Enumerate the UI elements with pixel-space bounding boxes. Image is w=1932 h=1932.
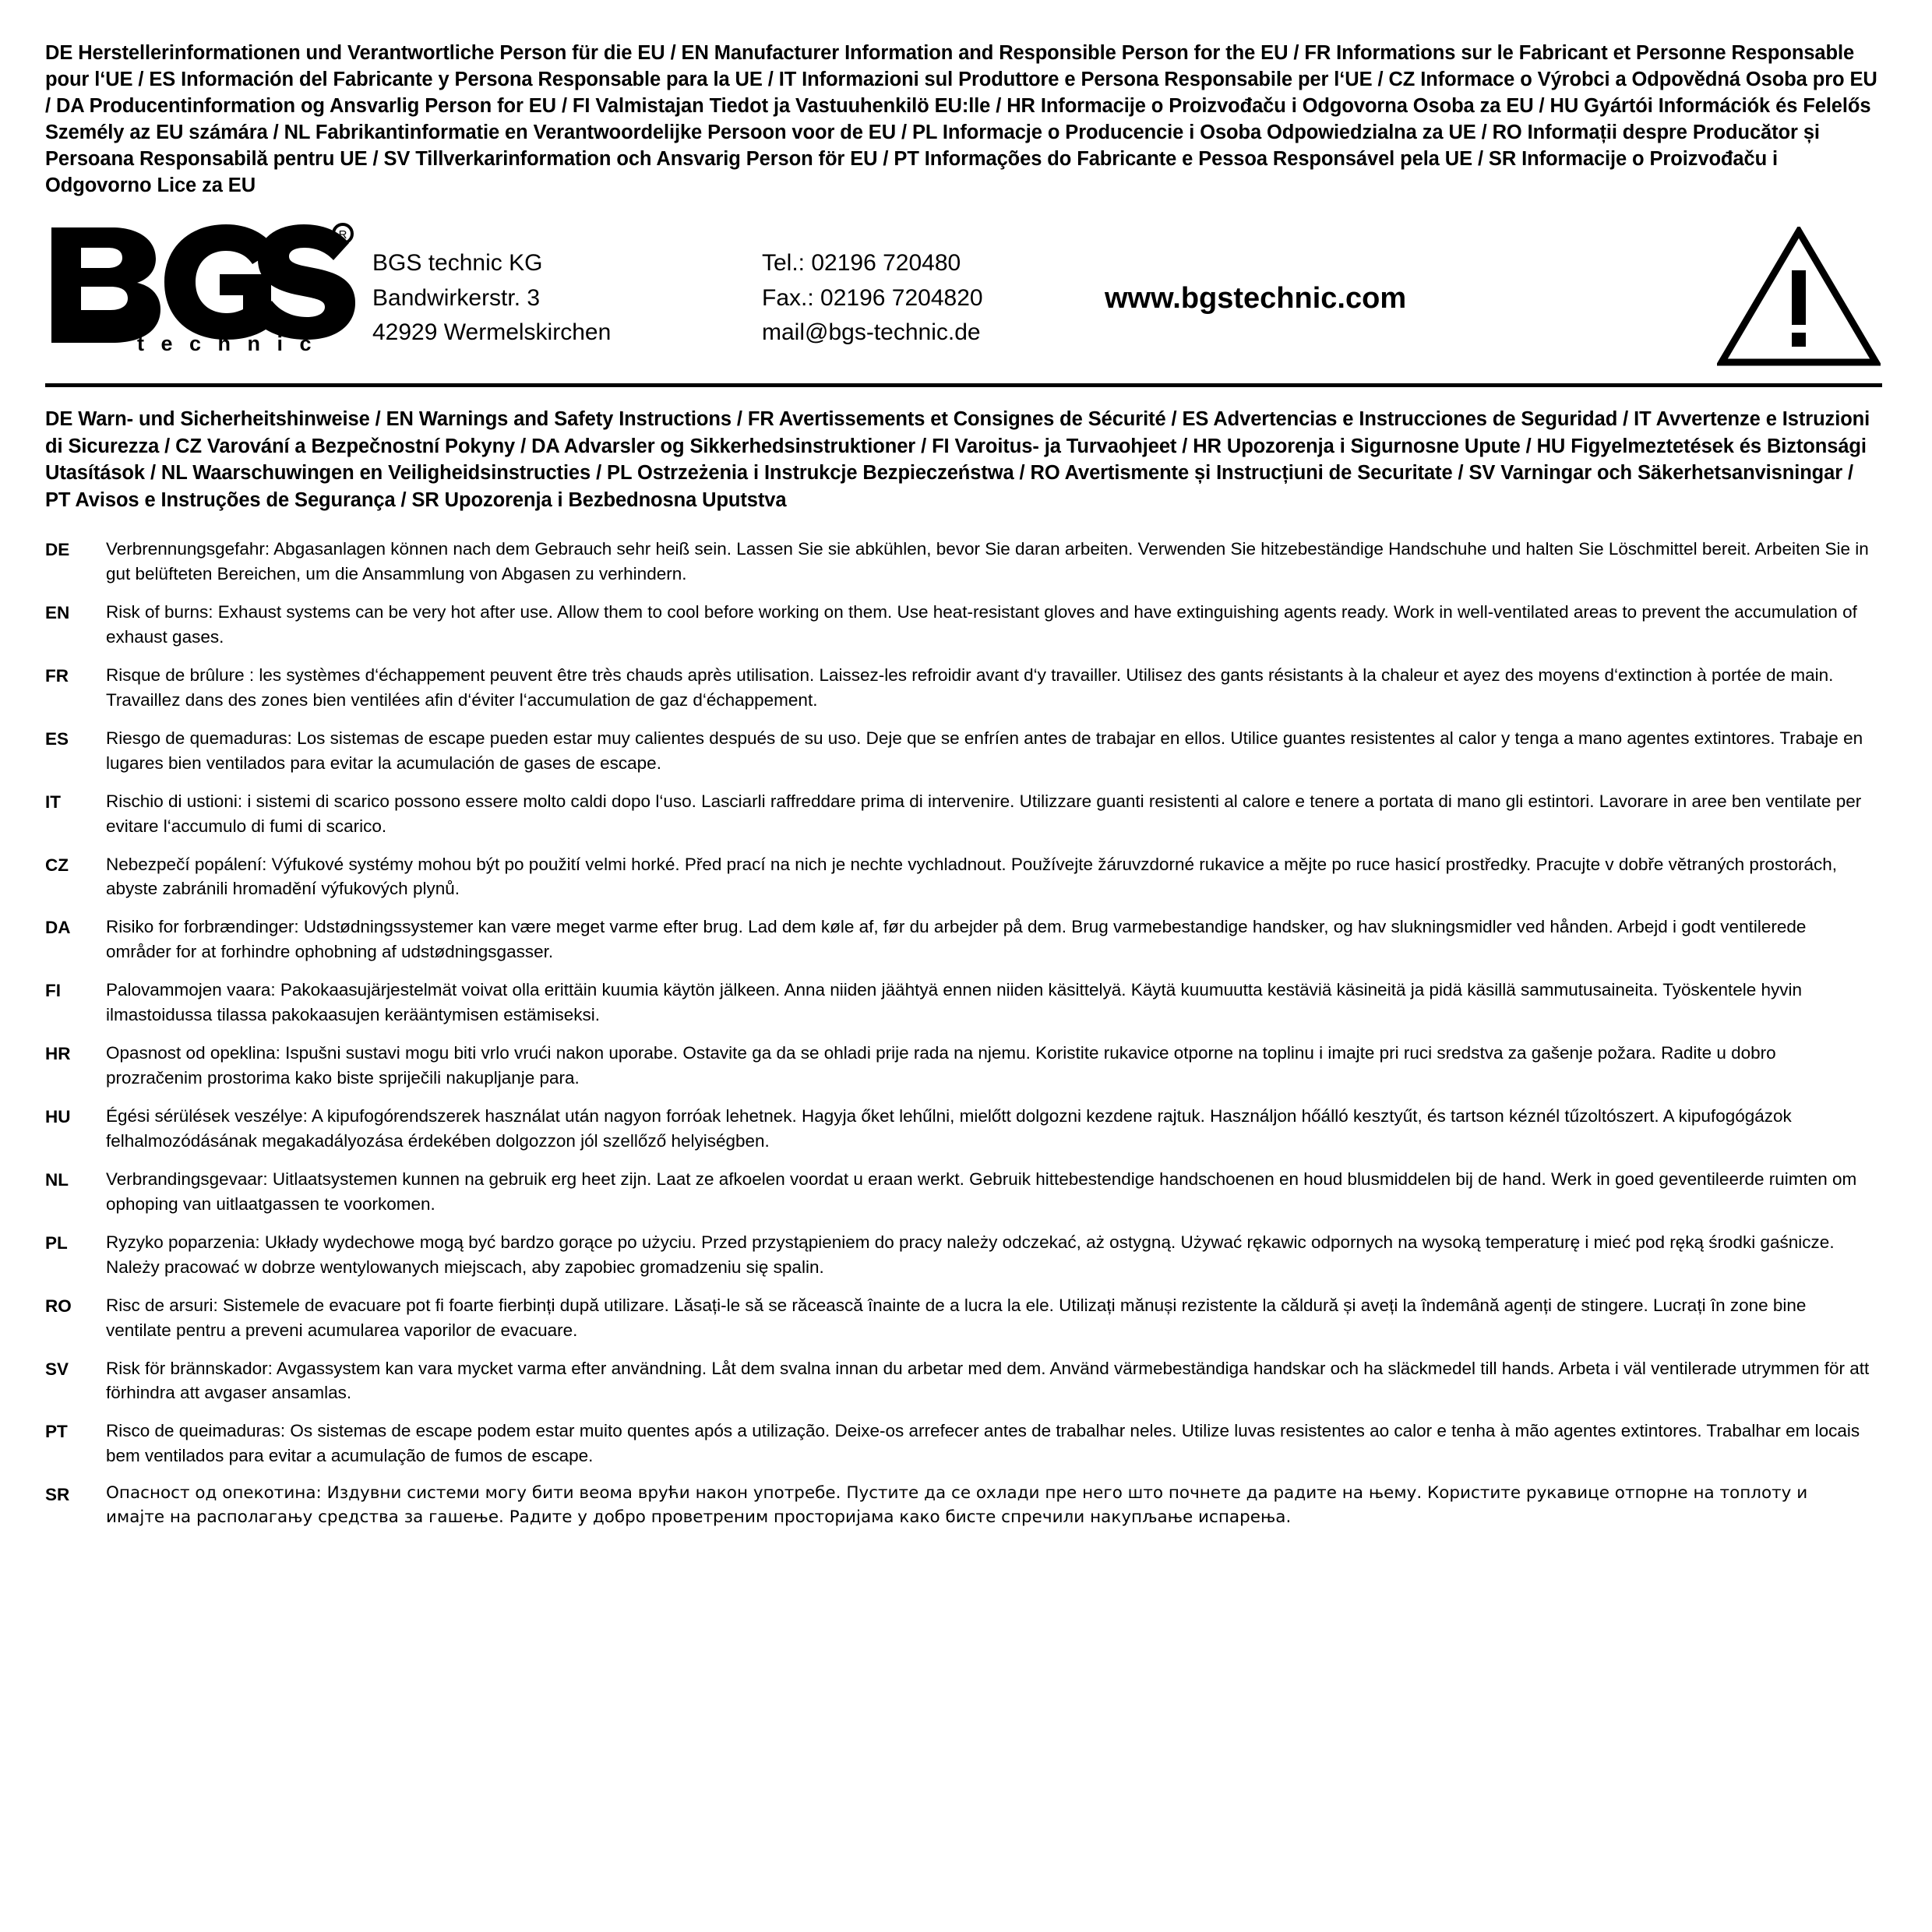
language-text: Verbrennungsgefahr: Abgasanlagen können nach dem Gebrauch sehr heiß sein. Lassen Sie sie abkühlen, bevor Sie daran arbeiten. Verwenden Sie hitzebeständige Handschuhe und halten Sie Löschmittel bereit. Arbeiten Sie in gut belüfteten Bereichen, um die Ansammlung von Abgasen zu verhindern. bbox=[106, 539, 1869, 584]
language-code: ES bbox=[45, 728, 69, 749]
company-contact bbox=[762, 243, 1097, 350]
list-item bbox=[45, 600, 1882, 650]
list-item bbox=[45, 1419, 1882, 1468]
list-item bbox=[45, 1041, 1882, 1091]
list-item bbox=[45, 915, 1882, 964]
language-text: Nebezpečí popálení: Výfukové systémy mohou být po použití velmi horké. Před prací na nich je nechte vychladnout. Používejte žáruvzdorné rukavice a mějte po ruce hasicí prostředky. Pracujte v dobře větraných prostorách, abyste zabránili hromadění výfukových plynů. bbox=[106, 854, 1837, 899]
list-item bbox=[45, 978, 1882, 1028]
language-text: Rischio di ustioni: i sistemi di scarico possono essere molto caldi dopo l‘uso. Lasciarli raffreddare prima di intervenire. Utilizzare guanti resistenti al calore e tenere a portata di mano gli estintori. Lavorare in aree ben ventilate per evitare l‘accumulo di fumi di scarico. bbox=[106, 791, 1862, 836]
language-code: NL bbox=[45, 1169, 69, 1190]
list-item bbox=[45, 1230, 1882, 1280]
language-code: EN bbox=[45, 603, 70, 622]
language-text: Égési sérülések veszélye: A kipufogórendszerek használat után nagyon forróak lehetnek. Hagyja őket lehűlni, mielőtt dolgozni kezdene rajtuk. Használjon hőálló kesztyűt, és tartson kéznél tűzoltószert. A kipufogógázok felhalmozódásának megakadályozása érdekében dolgozzon jól szellőző helyiségben. bbox=[106, 1106, 1792, 1151]
language-text: Risc de arsuri: Sistemele de evacuare pot fi foarte fierbinți după utilizare. Lăsați-le să se răcească înainte de a lucra la ele. Utilizați mănuși rezistente la căldură și aveți la îndemână agenți de stingere. Lucrați în zone bine ventilate pentru a preveni acumularea vaporilor de evacuare. bbox=[106, 1295, 1807, 1340]
company-info-band bbox=[45, 213, 1882, 380]
list-item bbox=[45, 852, 1882, 902]
list-item bbox=[45, 1104, 1882, 1154]
language-code: SV bbox=[45, 1359, 69, 1379]
company-address bbox=[372, 243, 762, 350]
list-item bbox=[45, 1356, 1882, 1406]
list-item bbox=[45, 1293, 1882, 1343]
language-text: Risk of burns: Exhaust systems can be very hot after use. Allow them to cool before working on them. Use heat-resistant gloves and have extinguishing agents ready. Work in well-ventilated areas to prevent the accumulation of exhaust gases. bbox=[106, 602, 1857, 647]
warning-triangle-icon bbox=[1717, 227, 1881, 367]
language-code: DE bbox=[45, 540, 70, 560]
manufacturer-info-heading: DE Herstellerinformationen und Verantwortliche Person für die EU / EN Manufacturer Information and Responsible Person for the EU / FR Informations sur le Fabricant et Personne Responsable pour l‘UE / ES Información del Fabricante y Persona Responsable para la UE / IT Informazioni sul Produttore e Persona Responsabile per l‘UE / CZ Informace o Výrobci a Odpovědná Osoba pro EU / DA Producentinformation og Ansvarlig Person for EU / FI Valmistajan Tiedot ja Vastuuhenkilö EU:lle / HR Informacije o Proizvođaču i Odgovorna Osoba za EU / HU Gyártói Információk és Felelős Személy az EU számára / NL Fabrikantinformatie en Verantwoordelijke Persoon voor de EU / PL Informacje o Producencie i Osoba Odpowiedzialna za UE / RO Informații despre Producător și Persoana Responsabilă pentru UE / SV Tillverkarinformation och Ansvarig Person för EU / PT Informações do Fabricante e Pessoa Responsável pela UE / SR Informacije o Proizvođaču i Odgovorno Lice za EU bbox=[45, 42, 1877, 196]
language-text: Palovammojen vaara: Pakokaasujärjestelmät voivat olla erittäin kuumia käytön jälkeen. Anna niiden jäähtyä ennen niiden käsittelyä. Käytä kuumuutta kestäviä käsineitä ja pidä käsillä sammutusaineita. Työskentele hyvin ilmastoidussa tilassa pakokaasujen kerääntymisen estämiseksi. bbox=[106, 980, 1803, 1025]
language-code: FI bbox=[45, 981, 61, 1001]
language-code: RO bbox=[45, 1296, 72, 1316]
list-item bbox=[45, 1167, 1882, 1217]
language-text: Opasnost od opeklina: Ispušni sustavi mogu biti vrlo vrući nakon uporabe. Ostavite ga da se ohladi prije rada na njemu. Koristite rukavice otporne na toplinu i imajte pri ruci sredstva za gašenje požara. Radite u dobro prozračenim prostorima kako biste spriječili nakupljanje para. bbox=[106, 1043, 1776, 1088]
svg-text:R: R bbox=[338, 227, 347, 242]
language-text: Riesgo de quemaduras: Los sistemas de escape pueden estar muy calientes después de su uso. Deje que se enfríen antes de trabajar en ellos. Utilice guantes resistentes al calor y tenga a mano agentes extintores. Trabaje en lugares bien ventilados para evitar la acumulación de gases de escape. bbox=[106, 728, 1863, 773]
language-text: Risco de queimaduras: Os sistemas de escape podem estar muito quentes após a utilização. Deixe-os arrefecer antes de trabalhar neles. Utilize luvas resistentes ao calor e tenha à mão agentes extintores. Trabalhar em locais bem ventilados para evitar a acumulação de fumos de escape. bbox=[106, 1421, 1860, 1466]
language-text: Verbrandingsgevaar: Uitlaatsystemen kunnen na gebruik erg heet zijn. Laat ze afkoelen voordat u eraan werkt. Gebruik hittebestendige handschoenen en houd blusmiddelen bij de hand. Werk in goed geventileerde ruimten om ophoping van uitlaatgassen te voorkomen. bbox=[106, 1169, 1857, 1214]
language-text: Risque de brûlure : les systèmes d‘échappement peuvent être très chauds après utilisation. Laissez-les refroidir avant d‘y travailler. Utilisez des gants résistants à la chaleur et ayez des moyens d‘extinction à portée de main. Travaillez dans des zones bien ventilées afin d‘éviter l‘accumulation de gaz d‘échappement. bbox=[106, 665, 1834, 710]
bgs-logo bbox=[45, 223, 372, 371]
list-item bbox=[45, 726, 1882, 776]
list-item bbox=[45, 789, 1882, 839]
language-code: DA bbox=[45, 918, 71, 938]
svg-text:t e c h n i c: t e c h n i c bbox=[137, 331, 317, 355]
list-item bbox=[45, 537, 1882, 587]
language-code: HR bbox=[45, 1044, 71, 1064]
company-tel: Tel.: 02196 720480 bbox=[762, 250, 961, 277]
language-text: Risiko for forbrændinger: Udstødningssystemer kan være meget varme efter brug. Lad dem køle af, før du arbejder på dem. Brug varmebestandige handsker, og hav slukningsmidler ved hånden. Arbejd i godt ventilerede områder for at forhindre ophobning af udstødningsgasser. bbox=[106, 917, 1807, 962]
company-email[interactable]: mail@bgs-technic.de bbox=[762, 319, 981, 346]
list-item bbox=[45, 1482, 1882, 1529]
language-code: SR bbox=[45, 1485, 70, 1505]
language-code: HU bbox=[45, 1107, 71, 1126]
language-text: Risk för brännskador: Avgassystem kan vara mycket varma efter användning. Låt dem svalna innan du arbetar med dem. Använd värmebeständiga handskar och ha släckmedel till hands. Arbeta i väl ventilerade utrymmen för att förhindra att avgaser ansamlas. bbox=[106, 1358, 1870, 1403]
company-city: 42929 Wermelskirchen bbox=[372, 319, 612, 346]
language-text: Ryzyko poparzenia: Układy wydechowe mogą być bardzo gorące po użyciu. Przed przystąpieniem do pracy należy odczekać, aż ostygną. Używać rękawic odpornych na wysoką temperaturę i mieć pod ręką środki gaśnicze. Należy pracować w dobrze wentylowanych miejscach, aby zapobiec gromadzeniu się spalin. bbox=[106, 1232, 1835, 1277]
language-code: CZ bbox=[45, 855, 69, 875]
header-divider bbox=[45, 383, 1882, 387]
company-name: BGS technic KG bbox=[372, 250, 543, 277]
language-code: PL bbox=[45, 1232, 68, 1253]
bgs-logo-graphic bbox=[45, 223, 357, 355]
list-item bbox=[45, 663, 1882, 713]
warnings-heading: DE Warn- und Sicherheitshinweise / EN Warnings and Safety Instructions / FR Avertissements et Consignes de Sécurité / ES Advertencias e Instrucciones de Seguridad / IT Avvertenze e Istruzioni di Sicurezza / CZ Varování a Bezpečnostní Pokyny / DA Advarsler og Sikkerhedsinstruktioner / FI Varoitus- ja Turvaohjeet / HR Upozorenja i Sigurnosne Upute / HU Figyelmeztetések és Biztonsági Utasítások / NL Waarschuwingen en Veiligheidsinstructies / PL Ostrzeżenia i Instrukcje Bezpieczeństwa / RO Avertismente și Instrucțiuni de Securitate / SV Varningar och Säkerhetsanvisningar / PT Avisos e Instruções de Segurança / SR Upozorenja i Bezbednosna Uputstva bbox=[45, 408, 1870, 511]
language-code: FR bbox=[45, 665, 69, 686]
language-text: Опасност од опекотина: Издувни системи могу бити веома врући након употребе. Пустите да се охлади пре него што почнете да радите на њему. Користите рукавице отпорне на топлоту и имајте на располагању средства за гашење. Радите у добро проветреним просторијама како бисте спречили накупљање испарења. bbox=[106, 1483, 1808, 1527]
language-code: IT bbox=[45, 791, 61, 812]
company-street: Bandwirkerstr. 3 bbox=[372, 284, 541, 311]
company-fax: Fax.: 02196 7204820 bbox=[762, 284, 983, 311]
language-code: PT bbox=[45, 1422, 68, 1442]
language-warning-list bbox=[45, 537, 1882, 1529]
company-website[interactable]: www.bgstechnic.com bbox=[1105, 282, 1407, 316]
